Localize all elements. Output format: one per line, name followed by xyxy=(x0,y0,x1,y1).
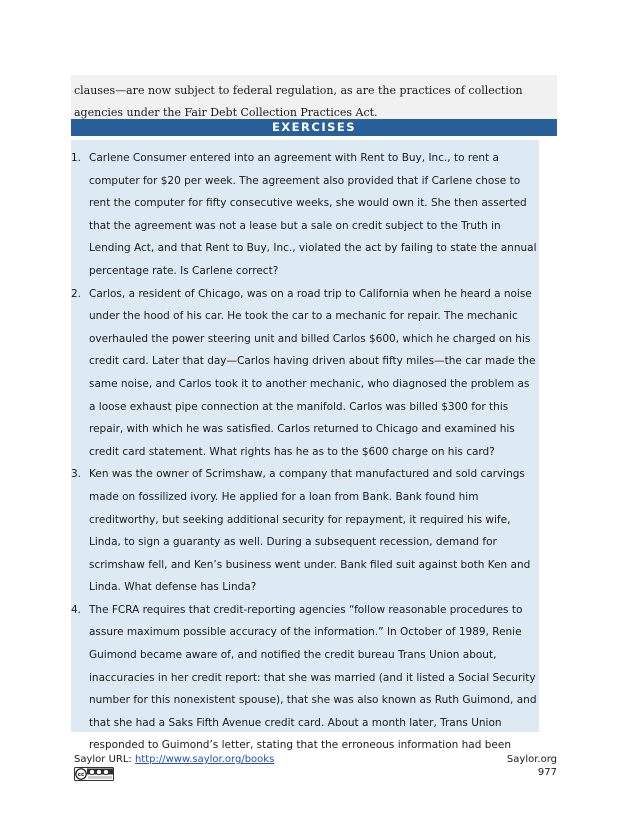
footer-url-label: Saylor URL: xyxy=(74,754,135,765)
page-number: 977 xyxy=(537,767,557,778)
exercise-number: 4. xyxy=(71,603,82,616)
exercise-number: 3. xyxy=(71,468,82,481)
exercises-list xyxy=(71,147,539,757)
exercise-item-2 xyxy=(71,283,539,464)
exercises-header: EXERCISES xyxy=(71,119,557,136)
exercise-text: Carlene Consumer entered into an agreement with Rent to Buy, Inc., to rent a computer for $20 per week. The agreement also provided that if Carlene chose to rent the computer for fifty consecutive weeks, she would own it. She then asserted that the agreement was not a lease but a sale on credit subject to the Truth in Lending Act, and that Rent to Buy, Inc., violated the act by failing to state the annual percentage rate. Is Carlene correct? xyxy=(89,152,537,277)
cc-by-nc-sa-icon xyxy=(74,767,114,781)
exercise-text: Ken was the owner of Scrimshaw, a company that manufactured and sold carvings made on fossilized ivory. He applied for a loan from Bank. Bank found him creditworthy, but seeking additional security for repayment, it required his wife, Linda, to sign a guaranty as well. During a subsequent recession, demand for scrimshaw fell, and Ken’s business went under. Bank filed suit against both Ken and Linda. What defense has Linda? xyxy=(89,468,531,594)
footer-site: Saylor.org xyxy=(506,754,557,765)
exercise-item-3 xyxy=(71,463,539,599)
exercise-number: 2. xyxy=(71,287,82,300)
exercise-number: 1. xyxy=(71,152,82,164)
exercise-text: The FCRA requires that credit-reporting agencies “follow reasonable procedures to assure maximum possible accuracy of the information.” In October of 1989, Renie Guimond became aware of, and notified the credit bureau Trans Union about, inaccuracies in her credit report: that she was married (and it listed a Social Security number for this nonexistent spouse), that she was also known as Ruth Guimond, and that she had a Saks Fifth Avenue credit card. About a month later, Trans Union responded to Guimond’s letter, stating that the erroneous information had been xyxy=(89,603,537,752)
exercise-item-4 xyxy=(71,599,539,757)
intro-text: clauses—are now subject to federal regulation, as are the practices of collection agencies under the Fair Debt Collection Practices Act. xyxy=(74,84,523,119)
svg-text:cc: cc xyxy=(77,772,85,779)
exercise-text: Carlos, a resident of Chicago, was on a road trip to California when he heard a noise under the hood of his car. He took the car to a mechanic for repair. The mechanic overhauled the power steering unit and billed Carlos $600, which he charged on his credit card. Later that day—Carlos having driven about fifty miles—the car made the same noise, and Carlos took it to another mechanic, who diagnosed the problem as a loose exhaust pipe connection at the manifold. Carlos was billed $300 for this repair, with which he was satisfied. Carlos returned to Chicago and examined his credit card statement. What rights has he as to the $600 charge on his card? xyxy=(89,287,536,458)
footer-url-link[interactable]: http://www.saylor.org/books xyxy=(134,754,275,765)
footer-source xyxy=(74,753,274,766)
footer-right xyxy=(507,753,557,779)
exercise-item-1 xyxy=(71,147,539,283)
